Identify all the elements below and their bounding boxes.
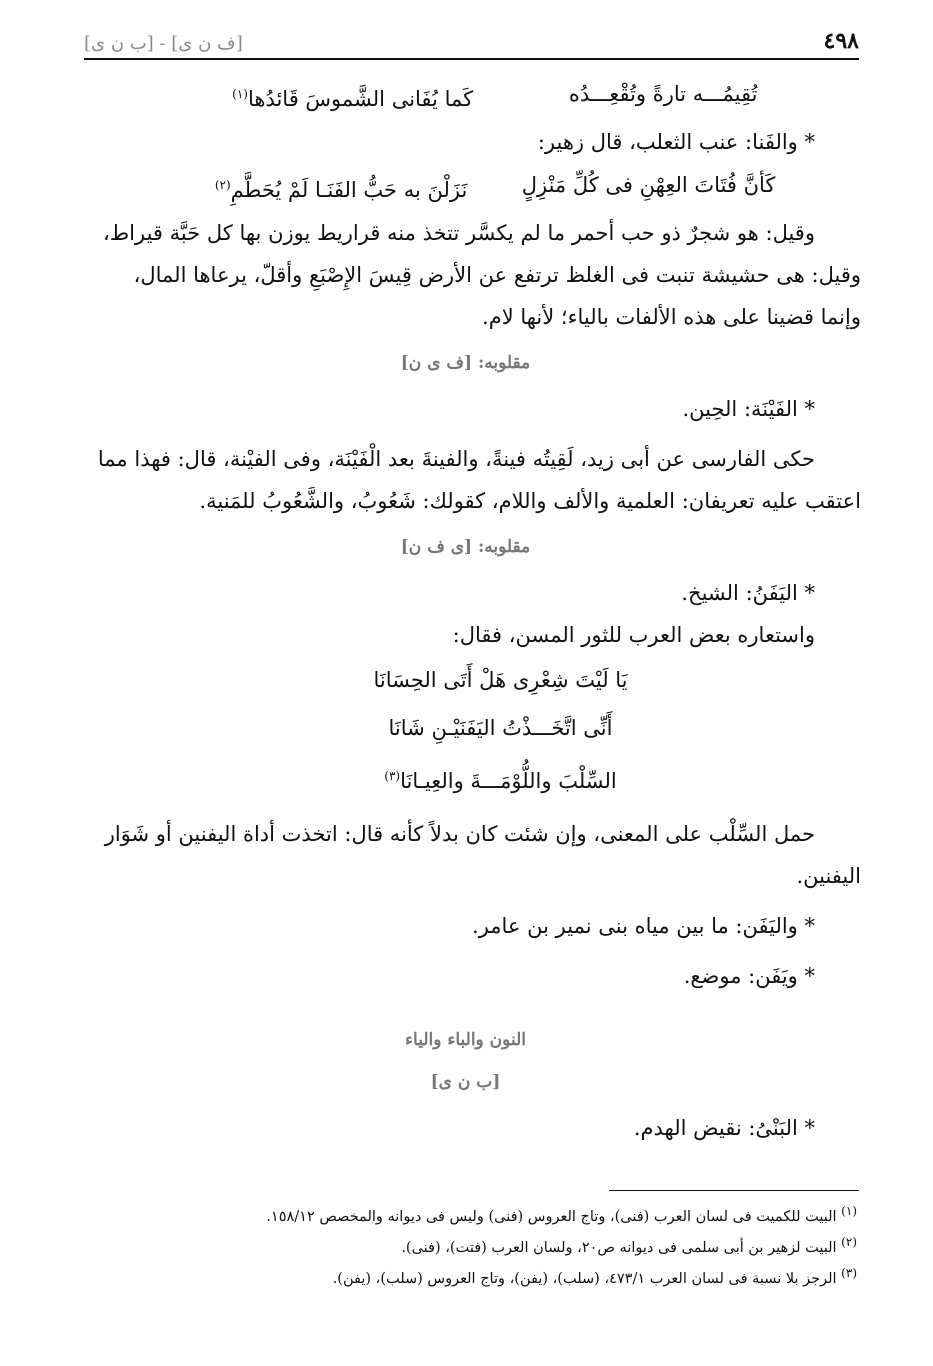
entry-yafan: * اليَفَنُ: الشيخ. bbox=[681, 581, 815, 605]
footnote-ref[interactable]: (٢) bbox=[214, 178, 231, 192]
footnote-divider bbox=[609, 1190, 859, 1191]
rajaz-line bbox=[70, 752, 861, 805]
paragraph-line: واستعاره بعض العرب للثور المسن، فقال: bbox=[452, 623, 815, 647]
section-heading: مقلوبه: [ف ى ن] bbox=[400, 353, 531, 373]
hemistich-left bbox=[190, 72, 515, 121]
entry-bani: * البَنْىُ: نقيض الهدم. bbox=[633, 1116, 815, 1140]
paragraph-line: وإنما قضينا على هذه الألفات بالياء؛ لأنها لام. bbox=[482, 305, 861, 329]
footnote-marker: (١) bbox=[841, 1204, 857, 1218]
footnote-text: البيت لزهير بن أبى سلمى فى ديوانه ص٢٠، ولسان العرب (فتت)، (فنى). bbox=[401, 1239, 837, 1256]
footnote-text: البيت للكميت فى لسان العرب (فنى)، وتاج العروس (فنى) وليس فى ديوانه والمخصص ١٥٨/١٢. bbox=[266, 1208, 837, 1225]
footnote-ref[interactable]: (٣) bbox=[384, 769, 401, 783]
verse-line bbox=[70, 163, 861, 212]
running-head: [ف ن ى] - [ب ن ى] bbox=[84, 33, 243, 54]
entry-fana: * والفَنا: عنب الثعلب، قال زهير: bbox=[537, 130, 815, 154]
rajaz-text: السِّلْبَ واللُّوْمَـــةَ والعِيـانَا bbox=[400, 769, 617, 793]
entry-wal-yafan: * واليَفَن: ما بين مياه بنى نمير بن عامر. bbox=[472, 914, 815, 938]
rajaz-line: يَا لَيْتَ شِعْرِى هَلْ أَتَى الحِسَانَا bbox=[373, 668, 628, 692]
root-heading: [ب ن ى] bbox=[430, 1072, 501, 1092]
paragraph-line: اليفنين. bbox=[796, 864, 861, 888]
footnotes bbox=[70, 1190, 859, 1291]
hemistich-right: كَأنَّ فُتَاتَ العِهْنِ فى كُلِّ مَنْزِلٍ bbox=[521, 173, 776, 197]
paragraph-line: حمل السِّلْب على المعنى، وإن شئت كان بدلاً كأنه قال: اتخذت أداة اليفنين أو شَوَار bbox=[104, 822, 815, 846]
page-header bbox=[84, 26, 859, 60]
rajaz-line: أَنِّى اتَّخَـــذْتُ اليَفَنَيْـنِ شَانَا bbox=[388, 716, 613, 740]
paragraph-line: وقيل: هو شجرٌ ذو حب أحمر ما لم يكسَّر تتخذ منه قراريط يوزن بها كل حَبَّة قيراط، bbox=[102, 221, 815, 245]
hemistich-left bbox=[180, 163, 502, 212]
spacer bbox=[70, 997, 861, 1015]
hemistich-text: كَما يُفَانى الشَّموسَ قَائدُها bbox=[247, 87, 474, 111]
footnote bbox=[70, 1199, 859, 1230]
hemistich-right: تُقِيمُـــه تارةً وتُقْعِـــدُه bbox=[568, 82, 758, 106]
footnote bbox=[70, 1261, 859, 1292]
footnote-text: الرجز بلا نسبة فى لسان العرب ٤٧٣/١، (سلب)، (يفن)، وتاج العروس (سلب)، (يفن). bbox=[332, 1270, 837, 1287]
paragraph-line: حكى الفارسى عن أبى زيد، لَقِيتُه فينةً، والفينةَ بعد الْفَيْنَة، وفى الفيْنة، قال: فهذا مما bbox=[97, 447, 815, 471]
paragraph-line: اعتقب عليه تعريفان: العلمية والألف واللام، كقولك: شَعُوبُ، والشَّعُوبُ للمَنية. bbox=[199, 489, 861, 513]
footnote-marker: (٣) bbox=[841, 1265, 857, 1280]
footnote-marker: (٢) bbox=[841, 1234, 857, 1249]
spacer bbox=[70, 805, 861, 813]
spacer bbox=[70, 947, 861, 955]
entry-fayna: * الفَيْنَة: الحِين. bbox=[682, 397, 815, 421]
page-number: ٤٩٨ bbox=[823, 28, 859, 54]
paragraph-line: وقيل: هى حشيشة تنبت فى الغلظ ترتفع عن الأرض قِيسَ الإِصْبَعِ وأقلّ، يرعاها المال، bbox=[133, 263, 861, 287]
section-heading: مقلوبه: [ى ف ن] bbox=[400, 537, 531, 557]
footnote-ref[interactable]: (١) bbox=[232, 87, 248, 101]
hemistich-text: نَزَلْنَ به حَبُّ الفَنَـا لَمْ يُحَطَّمِ bbox=[230, 178, 468, 202]
spacer bbox=[70, 430, 861, 438]
entry-wa-yafan: * ويَفَن: موضع. bbox=[683, 964, 815, 988]
footnote bbox=[70, 1230, 859, 1261]
chapter-heading: النون والباء والياء bbox=[405, 1030, 526, 1050]
page-body bbox=[70, 72, 861, 1149]
spacer bbox=[70, 897, 861, 905]
spacer bbox=[70, 1099, 861, 1107]
verse-line bbox=[70, 72, 861, 121]
